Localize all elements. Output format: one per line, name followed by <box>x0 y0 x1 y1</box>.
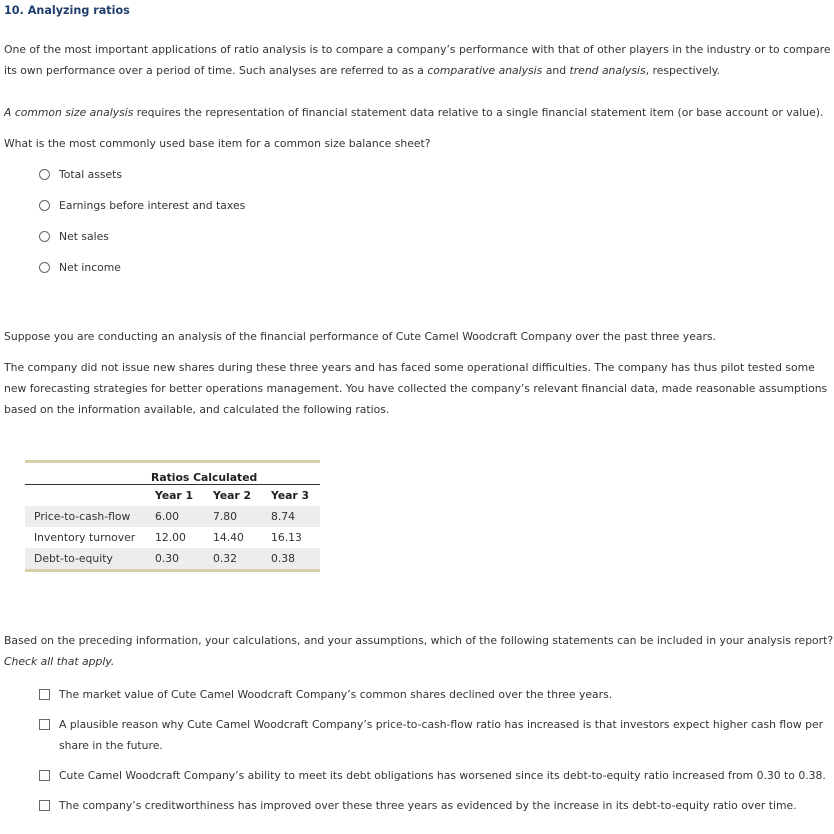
checkbox[interactable] <box>39 800 50 811</box>
row-label: Debt-to-equity <box>25 548 155 569</box>
radio-option[interactable] <box>39 169 834 200</box>
row-label: Price-to-cash-flow <box>25 506 155 527</box>
intro-em-trend: trend analysis <box>569 64 646 77</box>
radio-label: Net sales <box>59 230 109 243</box>
intro-text-a: One of the most important applications of ratio analysis is to compare a company’s performance with that of other players in the industry or to compare its own performance over a period of time. Such analyses are referred to as a <box>4 43 831 77</box>
table-header-year-3: Year 3 <box>271 485 320 507</box>
checkbox-option[interactable] <box>39 714 829 756</box>
radio-options <box>39 169 834 293</box>
table-cell: 6.00 <box>155 506 213 527</box>
table-header-empty <box>25 485 155 507</box>
table-title: Ratios Calculated <box>151 471 258 484</box>
question-2-prompt <box>4 630 834 672</box>
checkbox-label: The market value of Cute Camel Woodcraft Company’s common shares declined over the three years. <box>59 688 613 701</box>
question-title: 10. Analyzing ratios <box>4 4 130 17</box>
intro-paragraph <box>4 39 834 81</box>
table-cell: 14.40 <box>213 531 244 544</box>
table-cell: 8.74 <box>271 506 320 527</box>
question-1-prompt: What is the most commonly used base item for a common size balance sheet? <box>4 137 431 150</box>
common-size-text: requires the representation of financial statement data relative to a single financial statement item (or base account or value). <box>133 106 824 119</box>
checkbox[interactable] <box>39 719 50 730</box>
radio-button[interactable] <box>39 231 50 242</box>
radio-label: Earnings before interest and taxes <box>59 199 246 212</box>
table-cell: 0.38 <box>271 548 320 569</box>
ratios-table <box>25 460 320 572</box>
table-cell: 0.32 <box>213 548 271 569</box>
intro-text-b: and <box>542 64 570 77</box>
suppose-paragraph: Suppose you are conducting an analysis of the financial performance of Cute Camel Woodcraft Company over the past three years. <box>4 330 716 343</box>
table-row <box>25 548 320 569</box>
table-cell: 7.80 <box>213 506 271 527</box>
radio-button[interactable] <box>39 200 50 211</box>
intro-text-c: , respectively. <box>645 64 720 77</box>
radio-button[interactable] <box>39 169 50 180</box>
table-cell: 16.13 <box>271 531 302 544</box>
question-2-text: Based on the preceding information, your calculations, and your assumptions, which of the following statements can be included in your analysis report? <box>4 634 834 647</box>
table-cell: 12.00 <box>155 531 186 544</box>
checkbox-option[interactable] <box>39 684 829 705</box>
checkbox[interactable] <box>39 689 50 700</box>
radio-label: Total assets <box>59 168 123 181</box>
radio-option[interactable] <box>39 262 834 293</box>
common-size-em: A common size analysis <box>4 106 134 119</box>
checkbox-label: A plausible reason why Cute Camel Woodcraft Company’s price-to-cash-flow ratio has increased is that investors expect higher cash flow per share in the future. <box>59 718 824 752</box>
radio-button[interactable] <box>39 262 50 273</box>
check-all-em: Check all that apply. <box>4 655 115 668</box>
checkbox-option[interactable] <box>39 765 829 786</box>
table-cell: 0.30 <box>155 548 213 569</box>
table-row <box>25 506 320 527</box>
checkbox-options <box>39 684 829 816</box>
row-label: Inventory turnover <box>34 531 136 544</box>
checkbox-option[interactable] <box>39 795 829 816</box>
checkbox-label: The company’s creditworthiness has improved over these three years as evidenced by the increase in its debt-to-equity ratio over time. <box>59 799 797 812</box>
intro-em-comparative: comparative analysis <box>427 64 543 77</box>
checkbox-label: Cute Camel Woodcraft Company’s ability to meet its debt obligations has worsened since its debt-to-equity ratio increased from 0.30 to 0.38. <box>59 769 826 782</box>
table-bottom-rule <box>25 569 320 572</box>
common-size-paragraph <box>4 102 834 123</box>
company-paragraph: The company did not issue new shares during these three years and has faced some operational difficulties. The company has thus pilot tested some new forecasting strategies for better operations management. You have collected the company’s relevant financial data, made reasonable assumptions based on the information available, and calculated the following ratios. <box>4 361 828 416</box>
table-header-year-2: Year 2 <box>213 485 271 507</box>
radio-option[interactable] <box>39 231 834 262</box>
checkbox[interactable] <box>39 770 50 781</box>
radio-label: Net income <box>59 261 121 274</box>
table-header-year-1: Year 1 <box>155 485 213 507</box>
table-row <box>25 527 320 548</box>
radio-option[interactable] <box>39 200 834 231</box>
